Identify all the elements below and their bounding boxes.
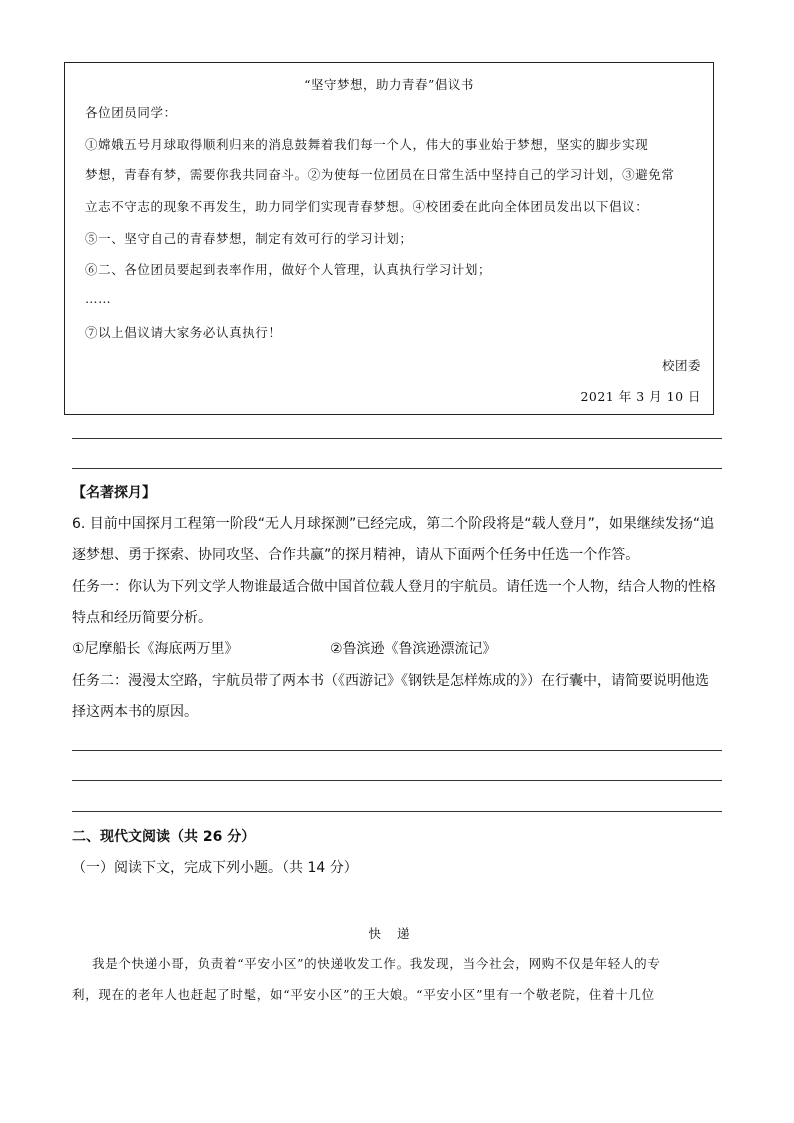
proposal-title: “坚守梦想，助力青春”倡议书	[304, 77, 474, 92]
proposal-ellipsis: ……	[85, 291, 112, 306]
option-1: ①尼摩船长《海底两万里》	[72, 641, 239, 657]
proposal-greeting: 各位团员同学：	[85, 105, 177, 120]
section-subheading: （一）阅读下文，完成下列小题。（共 14 分）	[72, 860, 358, 876]
task-text: 特点和经历简要分析。	[72, 610, 212, 626]
proposal-body-line: 梦想，青春有梦，需要你我共同奋斗。②为使每一位团员在日常生活中坚持自己的学习计划，③避免常	[85, 167, 675, 182]
answer-line	[72, 438, 722, 439]
section-heading: 【名著探月】	[72, 485, 156, 501]
story-title: 快递	[368, 926, 426, 941]
proposal-item: ⑥二、各位团员要起到表率作用，做好个人管理，认真执行学习计划；	[85, 262, 492, 277]
proposal-closing: ⑦以上倡议请大家务必认真执行！	[85, 325, 282, 340]
proposal-body-line: 立志不守志的现象不再发生，助力同学们实现青春梦想。④校团委在此向全体团员发出以下倡议：	[85, 199, 649, 214]
answer-line	[72, 468, 722, 469]
proposal-signature: 校团委	[661, 358, 701, 373]
proposal-date: 2021 年 3 月 10 日	[580, 389, 701, 404]
question-text: 逐梦想、勇于探索、协同攻坚、合作共赢”的探月精神，请从下面两个任务中任选一个作答。	[72, 547, 640, 563]
answer-line	[72, 750, 722, 751]
answer-line	[72, 780, 722, 781]
story-text: 我是个快递小哥，负责着“平安小区”的快递收发工作。我发现，当今社会，网购不仅是年轻人的专	[92, 956, 661, 971]
option-2: ②鲁滨逊《鲁滨逊漂流记》	[330, 641, 497, 657]
task-text: 任务二：漫漫太空路，宇航员带了两本书（《西游记》《钢铁是怎样炼成的》）在行囊中，请简要说明他选	[72, 673, 709, 689]
task-text: 任务一：你认为下列文学人物谁最适合做中国首位载人登月的宇航员。请任选一个人物，结合人物的性格	[72, 579, 716, 595]
section-heading: 二、现代文阅读（共 26 分）	[72, 829, 256, 845]
task-text: 择这两本书的原因。	[72, 704, 198, 720]
answer-line	[72, 811, 722, 812]
question-text: 6. 目前中国探月工程第一阶段“无人月球探测”已经完成，第二个阶段将是“载人登月”，如果继续发扬“追	[72, 516, 715, 532]
proposal-item: ⑤一、坚守自己的青春梦想，制定有效可行的学习计划；	[85, 231, 413, 246]
proposal-body-line: ①嫦娥五号月球取得顺利归来的消息鼓舞着我们每一个人，伟大的事业始于梦想，坚实的脚步实现	[85, 137, 649, 152]
proposal-box	[64, 62, 714, 415]
story-text: 利，现在的老年人也赶起了时髦，如“平安小区”的王大娘。“平安小区”里有一个敬老院，住着十几位	[72, 987, 655, 1002]
